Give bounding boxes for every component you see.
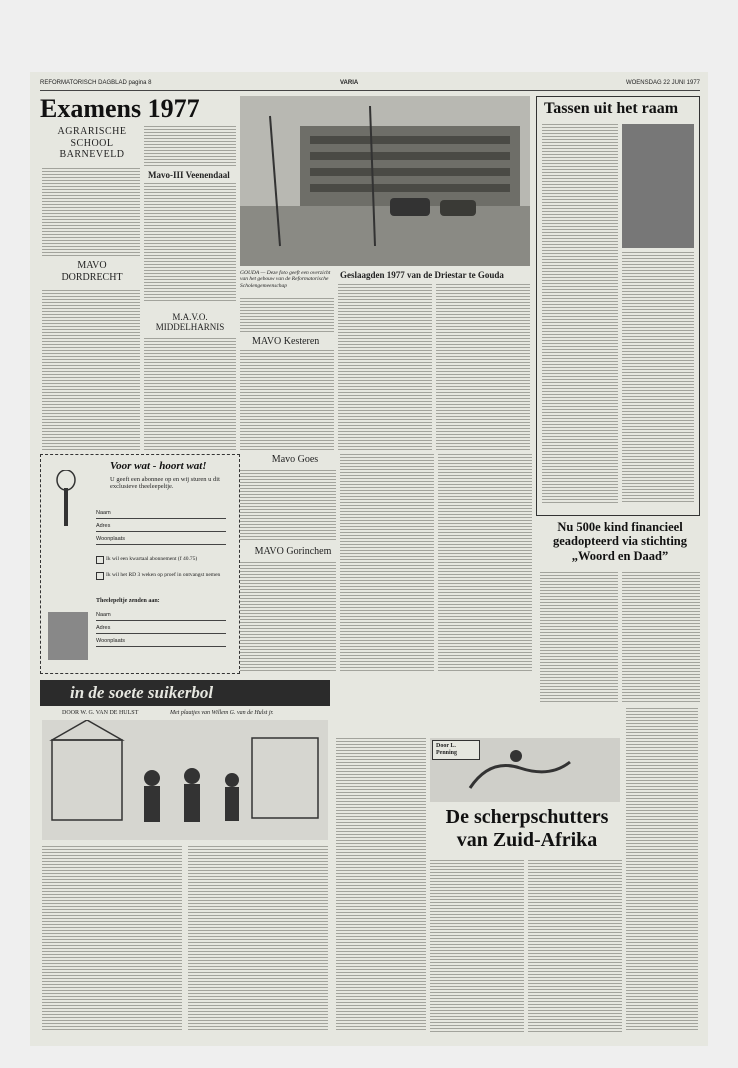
school-building-image bbox=[240, 96, 530, 266]
tassen-title: Tassen uit het raam bbox=[544, 100, 679, 117]
examens-text-4 bbox=[144, 183, 236, 303]
examens-text-3 bbox=[144, 126, 236, 166]
scherp-col-2 bbox=[430, 860, 524, 1032]
mavo-veenendaal: Mavo-III Veenendaal bbox=[148, 170, 230, 180]
driestar-col-4 bbox=[438, 454, 532, 672]
tassen-col-2 bbox=[622, 252, 694, 504]
header-right: WOENSDAG 22 JUNI 1977 bbox=[625, 80, 700, 86]
header-left: REFORMATORISCH DAGBLAD pagina 8 bbox=[40, 80, 152, 86]
village-scene-image bbox=[42, 720, 328, 840]
coupon-title: Voor wat - hoort wat! bbox=[110, 460, 207, 472]
suikerbol-col-1 bbox=[42, 846, 182, 1032]
teaspoon-icon bbox=[52, 470, 92, 530]
address-field[interactable]: Adres bbox=[96, 523, 226, 532]
driestar-col-2 bbox=[436, 284, 530, 450]
coupon-footer: Theelepeltje zenden aan: bbox=[96, 598, 160, 604]
school-dordrecht: MAVO DORDRECHT bbox=[61, 260, 123, 283]
suikerbol-col-2 bbox=[188, 846, 328, 1032]
tassen-photo bbox=[622, 124, 694, 248]
driestar-title: Geslaagden 1977 van de Driestar te Gouda bbox=[340, 270, 504, 280]
driestar-col-3 bbox=[340, 454, 434, 672]
suikerbol-byline: DOOR W. G. VAN DE HULST bbox=[62, 710, 139, 716]
goes-text bbox=[240, 470, 336, 540]
scherp-col-3 bbox=[528, 860, 622, 1032]
suikerbol-credit: Met plaatjes van Willem G. van de Hulst jr. bbox=[170, 710, 274, 716]
address-field-2[interactable]: Adres bbox=[96, 625, 226, 634]
scherp-col-1 bbox=[336, 738, 426, 1032]
examens-text-1 bbox=[42, 168, 140, 256]
nu500-col-1 bbox=[540, 572, 618, 702]
nu500-title: Nu 500e kind financieel geadopteerd via stichting „Woord en Daad” bbox=[552, 520, 688, 563]
photo-caption: GOUDA — Deze foto geeft een overzicht van het gebouw van de Reformatorische Scholengemeenschap bbox=[240, 270, 331, 289]
examens-title: Examens 1977 bbox=[40, 94, 200, 123]
kesteren-text bbox=[240, 350, 334, 450]
city-field-2[interactable]: Woonplaats bbox=[96, 638, 226, 647]
header-center: VARIA bbox=[340, 80, 359, 86]
page-header bbox=[40, 80, 700, 90]
tassen-col-1 bbox=[542, 124, 618, 504]
nu500-col-3 bbox=[626, 708, 698, 1032]
coupon-photo bbox=[48, 612, 88, 660]
mavo-gorinchem: MAVO Gorinchem bbox=[254, 546, 332, 557]
name-field-2[interactable]: Naam bbox=[96, 612, 226, 621]
driestar-col-1 bbox=[338, 284, 432, 450]
trial-option: Ik wil het RD 3 weken op proef in ontvangst nemen bbox=[106, 572, 221, 578]
school-agrarisch: AGRARISCHE SCHOOL BARNEVELD bbox=[57, 126, 127, 160]
mavo-goes: Mavo Goes bbox=[271, 454, 319, 465]
scherp-author: Door L. Penning bbox=[436, 743, 458, 756]
name-field[interactable]: Naam bbox=[96, 510, 226, 519]
city-field[interactable]: Woonplaats bbox=[96, 536, 226, 545]
suikerbol-illustration bbox=[42, 720, 328, 840]
caption-col-text bbox=[240, 298, 334, 332]
mavo-kesteren: MAVO Kesteren bbox=[252, 336, 320, 347]
scherp-title: De scherpschutters van Zuid-Afrika bbox=[445, 806, 609, 851]
suikerbol-title: in de soete suikerbol bbox=[70, 683, 214, 702]
trial-checkbox[interactable] bbox=[96, 572, 104, 580]
header-rule bbox=[40, 90, 700, 91]
coupon-lead: U geeft een abonnee op en wij sturen u dit exclusieve theeleepeltje. bbox=[110, 476, 220, 491]
quarter-option: Ik wil een kwartaal abonnement (f 40.75) bbox=[106, 556, 198, 562]
mavo-middelharnis: M.A.V.O. MIDDELHARNIS bbox=[155, 312, 225, 333]
school-photo bbox=[240, 96, 530, 266]
examens-text-2 bbox=[42, 290, 140, 450]
quarter-checkbox[interactable] bbox=[96, 556, 104, 564]
gorinchem-text bbox=[240, 562, 336, 672]
nu500-col-2 bbox=[622, 572, 700, 702]
examens-text-5 bbox=[144, 338, 236, 450]
